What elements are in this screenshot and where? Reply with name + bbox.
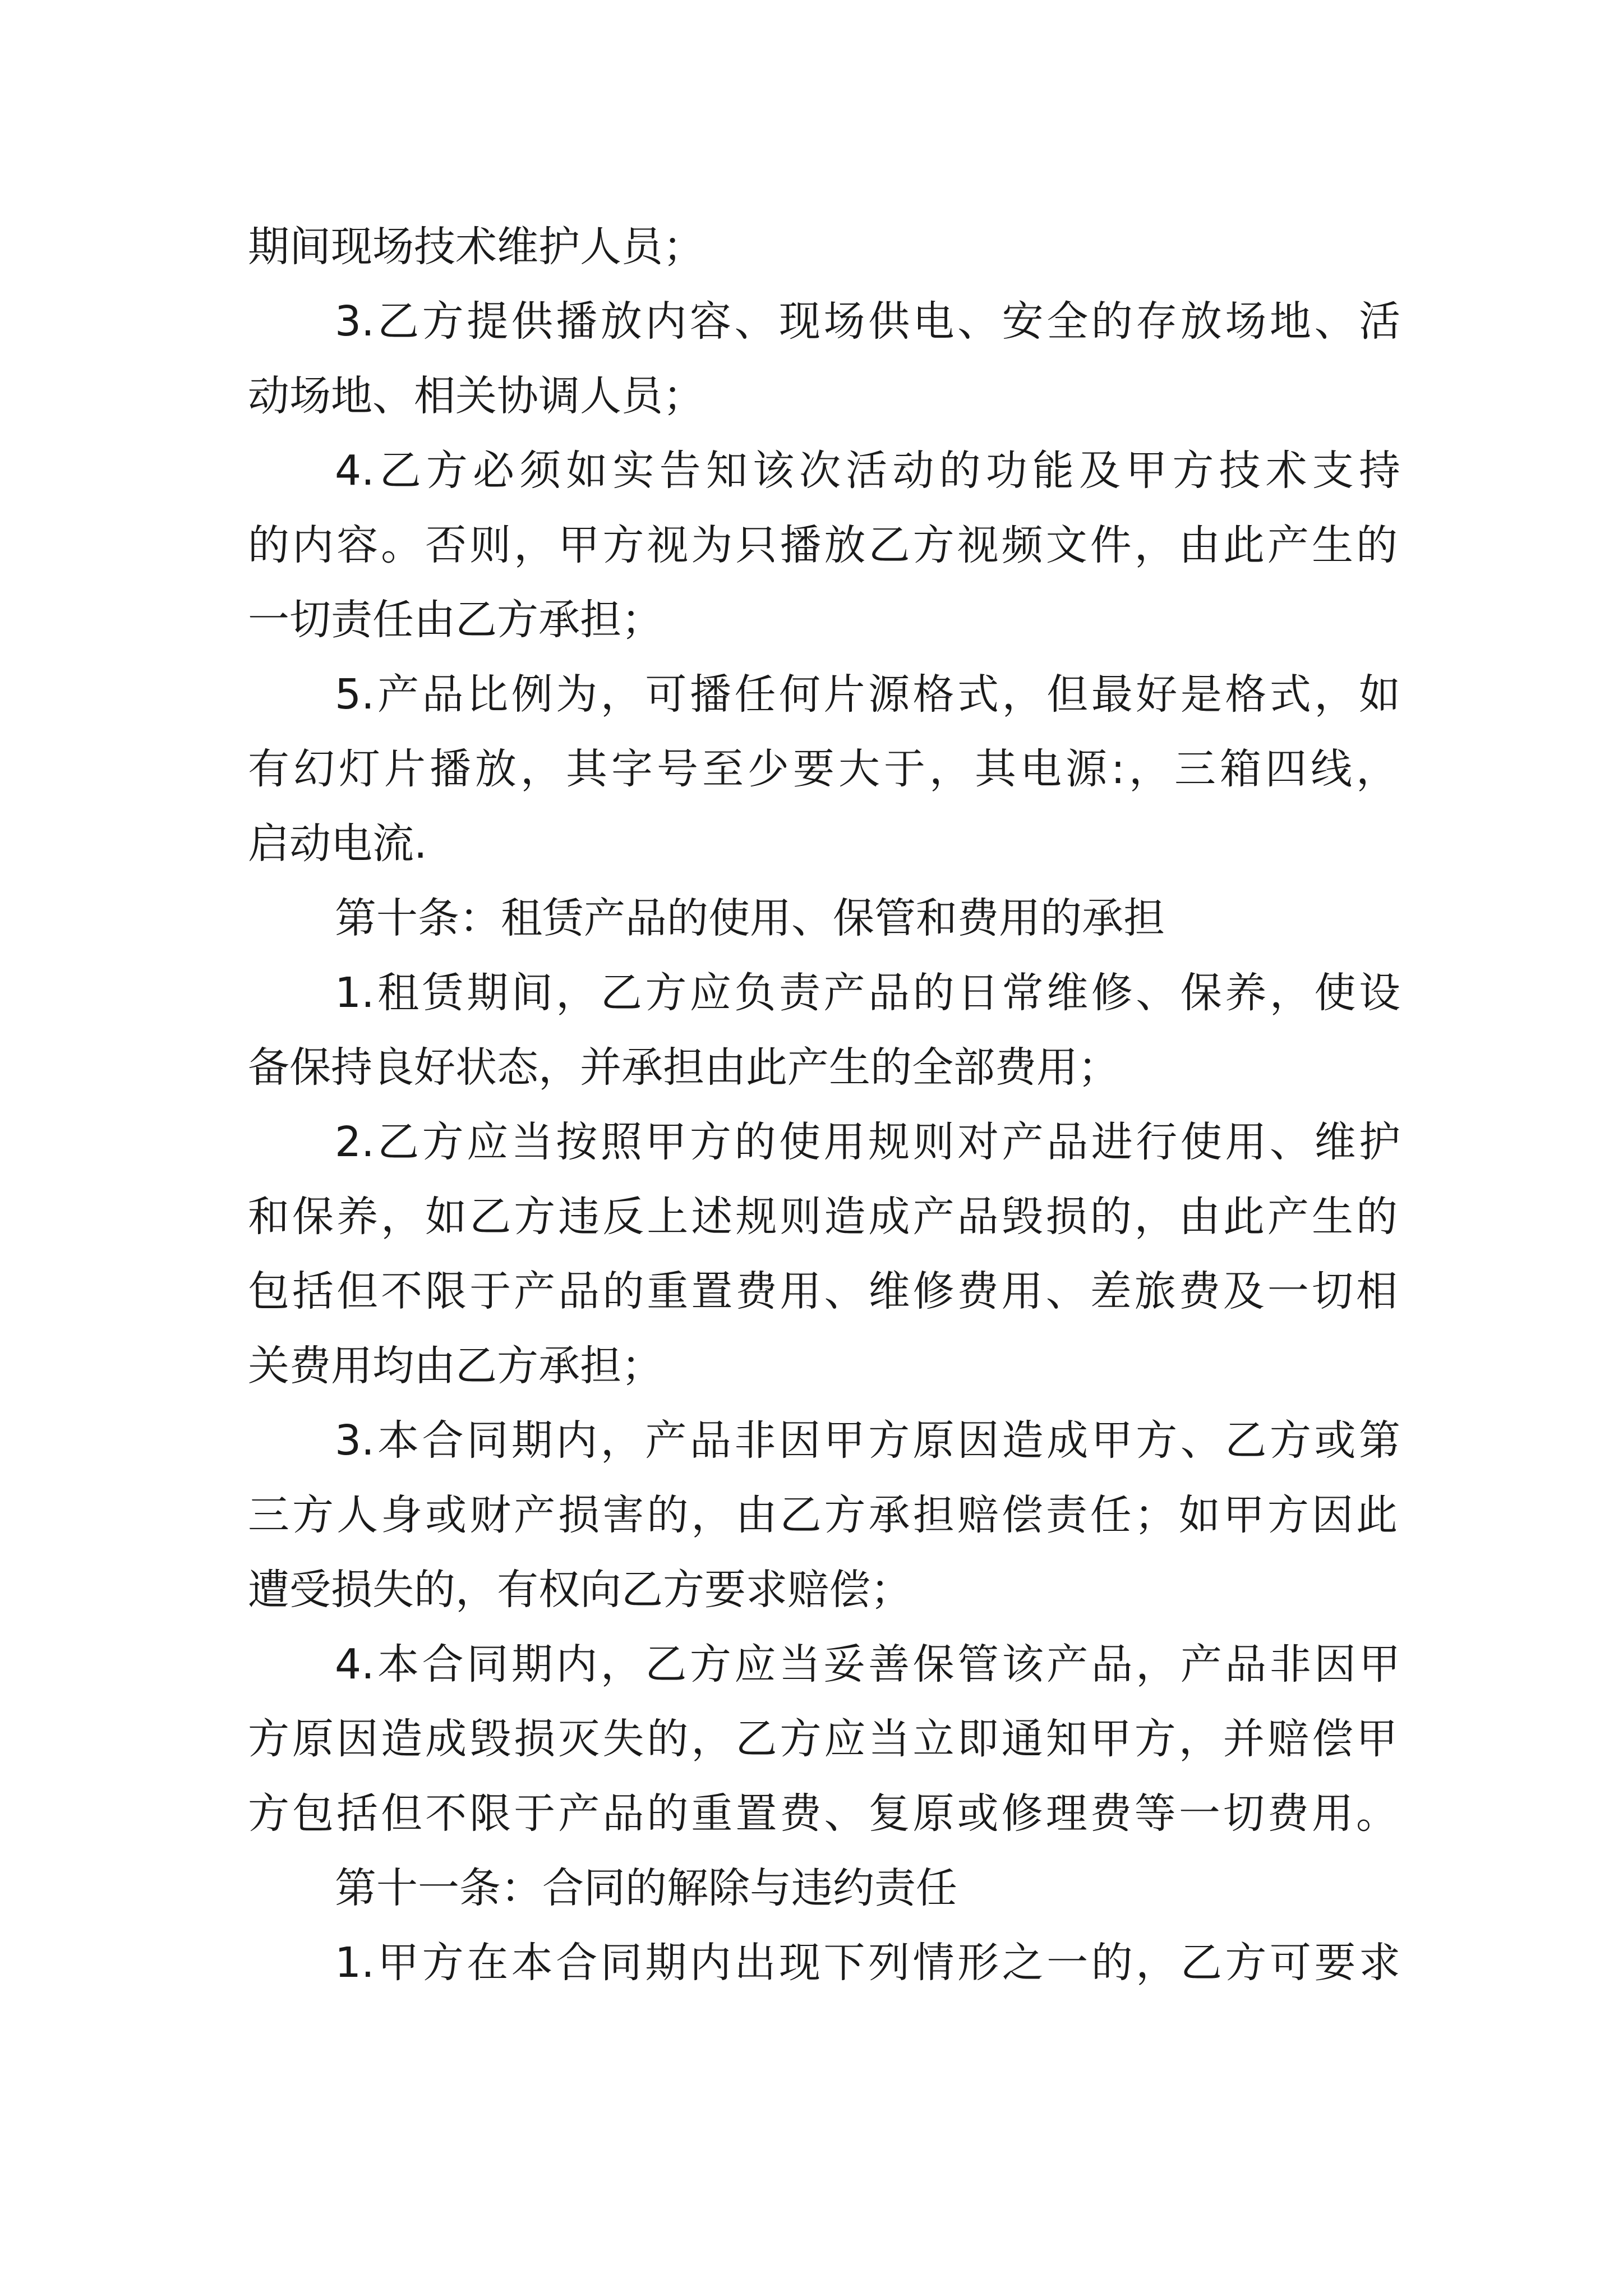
text-line: 方原因造成毁损灭失的，乙方应当立即通知甲方，并赔偿甲 bbox=[248, 1715, 1398, 1763]
text-line: 遭受损失的，有权向乙方要求赔偿； bbox=[248, 1566, 912, 1614]
text-line: 3.本合同期内，产品非因甲方原因造成甲方、乙方或第 bbox=[335, 1416, 1400, 1465]
text-line: 三方人身或财产损害的，由乙方承担赔偿责任；如甲方因此 bbox=[248, 1491, 1398, 1539]
section-heading: 第十条：租赁产品的使用、保管和费用的承担 bbox=[335, 894, 1165, 942]
text-line: 2.乙方应当按照甲方的使用规则对产品进行使用、维护 bbox=[335, 1118, 1400, 1166]
text-line: 5.产品比例为，可播任何片源格式，但最好是格式，如 bbox=[335, 670, 1400, 719]
text-line: 有幻灯片播放，其字号至少要大于，其电源:，三箱四线， bbox=[248, 745, 1398, 793]
section-heading: 第十一条：合同的解除与违约责任 bbox=[335, 1864, 957, 1912]
text-line: 1.租赁期间，乙方应负责产品的日常维修、保养，使设 bbox=[335, 969, 1400, 1017]
text-line: 一切责任由乙方承担； bbox=[248, 596, 663, 644]
text-line: 关费用均由乙方承担； bbox=[248, 1342, 663, 1390]
text-line: 动场地、相关协调人员； bbox=[248, 372, 704, 420]
text-line: 4.本合同期内，乙方应当妥善保管该产品，产品非因甲 bbox=[335, 1640, 1400, 1688]
text-line: 3.乙方提供播放内容、现场供电、安全的存放场地、活 bbox=[335, 297, 1400, 346]
text-line: 期间现场技术维护人员； bbox=[248, 223, 704, 271]
text-line: 方包括但不限于产品的重置费、复原或修理费等一切费用。 bbox=[248, 1789, 1398, 1838]
text-line: 备保持良好状态，并承担由此产生的全部费用； bbox=[248, 1043, 1119, 1092]
text-line: 启动电流. bbox=[248, 820, 427, 868]
text-line: 4.乙方必须如实告知该次活动的功能及甲方技术支持 bbox=[335, 447, 1400, 495]
text-line: 的内容。否则，甲方视为只播放乙方视频文件，由此产生的 bbox=[248, 521, 1398, 569]
text-line: 1.甲方在本合同期内出现下列情形之一的，乙方可要求 bbox=[335, 1939, 1400, 1987]
text-line: 和保养，如乙方违反上述规则造成产品毁损的，由此产生的 bbox=[248, 1193, 1398, 1241]
text-line: 包括但不限于产品的重置费用、维修费用、差旅费及一切相 bbox=[248, 1267, 1398, 1315]
